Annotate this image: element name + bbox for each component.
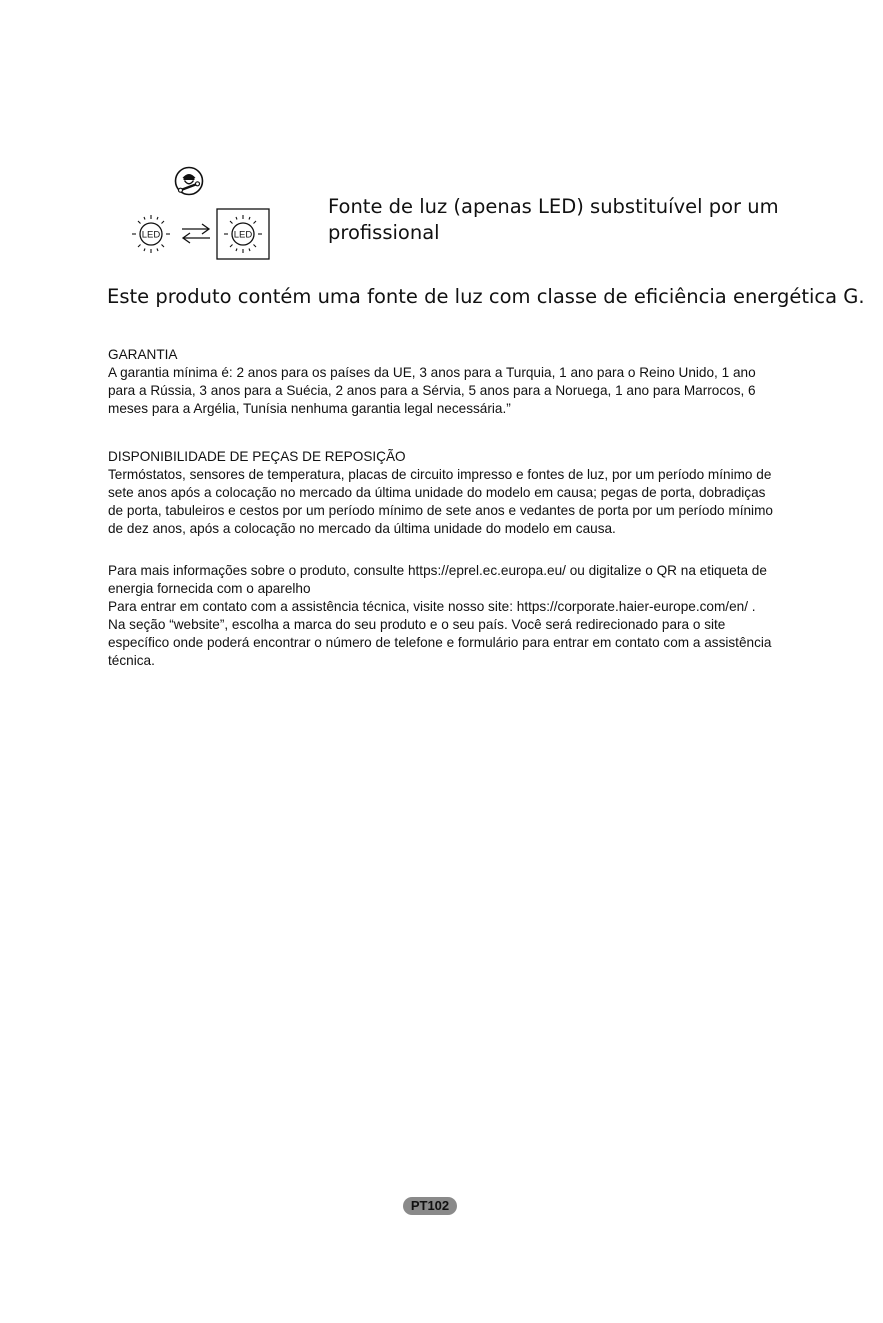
technician-icon [174,166,204,196]
spare-parts-body: Termóstatos, sensores de temperatura, placas de circuito impresso e fontes de luz, por um período mínimo de sete anos após a colocação no mercado da última unidade do modelo em causa; pegas de porta, dobradiças de porta, tabuleiros e cestos por um período mínimo de sete anos e vedantes de porta por um período mínimo de dez anos, após a colocação no mercado da última unidade do modelo em causa. [108,467,773,536]
light-source-text: Fonte de luz (apenas LED) substituível por um profissional [328,195,779,244]
warranty-body: A garantia mínima é: 2 anos para os países da UE, 3 anos para a Turquia, 1 ano para o Reino Unido, 1 ano para a Rússia, 3 anos para a Suécia, 2 anos para a Sérvia, 5 anos para a Noruega, 1 ano para Marrocos, 6 meses para a Argélia, Tunísia nenhuma garantia legal necessária.” [108,365,756,416]
light-source-icon-group [128,166,273,261]
support-contact-paragraph: Para entrar em contato com a assistência técnica, visite nosso site: https://corporate.haier-europe.com/en/ . Na seção “website”, escolha a marca do seu produto e o seu país. Você será redirecionado para o site específico onde poderá encontrar o número de telefone e formulário para entrar em contato com a assistência técnica. [108,599,772,668]
swap-arrows-icon [180,222,212,244]
led-icon [128,211,174,257]
led-label: LED [141,229,161,241]
page-number-badge: PT102 [403,1197,457,1215]
spare-parts-section [108,448,773,538]
warranty-section [108,346,773,418]
spare-parts-heading: DISPONIBILIDADE DE PEÇAS DE REPOSIÇÃO [108,449,406,464]
led-icon [216,208,270,260]
warranty-heading: GARANTIA [108,347,178,362]
product-info-paragraph: Para mais informações sobre o produto, consulte https://eprel.ec.europa.eu/ ou digitalize o QR na etiqueta de energia fornecida com o aparelho [108,563,767,596]
more-info-section [108,562,773,670]
led-label: LED [233,229,253,241]
energy-class-statement: Este produto contém uma fonte de luz com classe de eficiência energética G. [107,285,865,308]
